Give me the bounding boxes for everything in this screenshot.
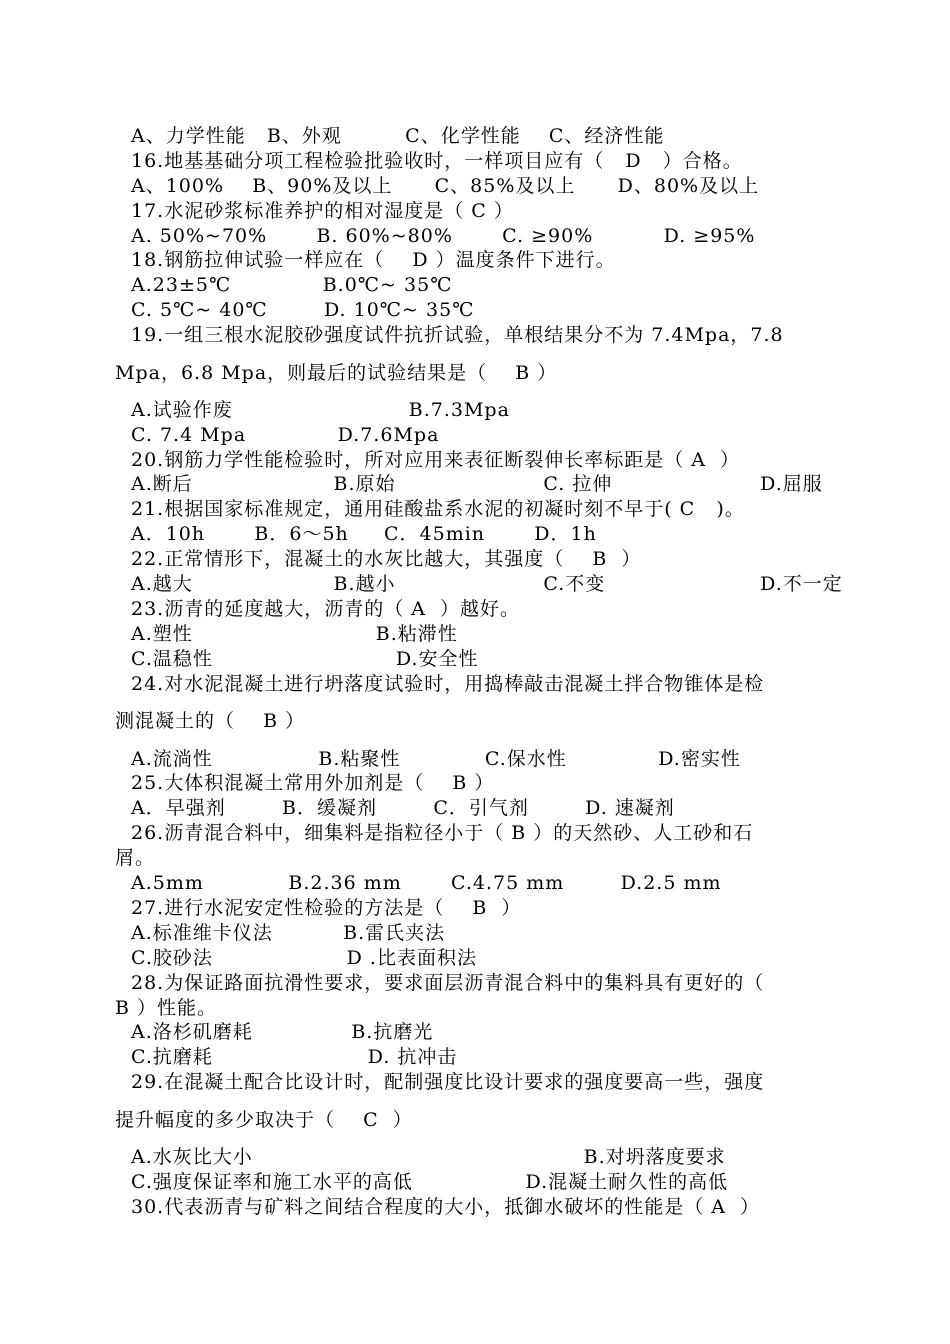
q25-question: 25.大体积混凝土常用外加剂是（ B ） xyxy=(131,772,495,794)
q19-options-1: A.试验作废 B.7.3Mpa xyxy=(131,399,510,421)
q18-question: 18.钢筋拉伸试验一样应在（ D ）温度条件下进行。 xyxy=(131,249,616,271)
q20-question: 20.钢筋力学性能检验时，所对应用来表征断裂伸长率标距是（ A ） xyxy=(131,449,741,471)
q25-options: A．早强剂 B．缓凝剂 C．引气剂 D. 速凝剂 xyxy=(131,797,675,819)
q29-options-2: C.强度保证率和施工水平的高低 D.混凝土耐久性的高低 xyxy=(131,1171,729,1193)
q21-question: 21.根据国家标准规定，通用硅酸盐系水泥的初凝时刻不早于( C )。 xyxy=(131,498,745,520)
q16-options: A、100% B、90%及以上 C、85%及以上 D、80%及以上 xyxy=(131,175,760,197)
q23-options-a: A.塑性 B.粘滞性 xyxy=(131,623,458,645)
q29-question-line1: 29.在混凝土配合比设计时，配制强度比设计要求的强度要高一些，强度 xyxy=(131,1071,765,1093)
q24-question-line1: 24.对水泥混凝土进行坍落度试验时，用捣棒敲击混凝土拌合物锥体是检 xyxy=(131,673,765,695)
q21-options: A．10h B．6～5h C．45min D．1h xyxy=(131,523,597,545)
q23-options-b: C.温稳性 D.安全性 xyxy=(131,648,479,670)
q28-question-line1: 28.为保证路面抗滑性要求，要求面层沥青混合料中的集料具有更好的（ xyxy=(131,972,765,994)
q24-question-line2: 测混凝土的（ B ） xyxy=(115,710,306,732)
q22-question: 22.正常情形下，混凝土的水灰比越大，其强度（ B ） xyxy=(131,548,642,570)
q30-question: 30.代表沥青与矿料之间结合程度的大小，抵御水破坏的性能是（ A ） xyxy=(131,1196,761,1218)
q28-options-1: A.洛杉矶磨耗 B.抗磨光 xyxy=(131,1021,434,1043)
q19-options-2: C. 7.4 Mpa D.7.6Mpa xyxy=(131,424,440,446)
q18-options-b: C. 5℃~ 40℃ D. 10℃~ 35℃ xyxy=(131,299,475,321)
q29-options-1: A.水灰比大小 B.对坍落度要求 xyxy=(131,1146,726,1168)
q26-options: A.5mm B.2.36 mm C.4.75 mm D.2.5 mm xyxy=(131,872,722,894)
q28-options-2: C.抗磨耗 D. 抗冲击 xyxy=(131,1046,458,1068)
q27-question: 27.进行水泥安定性检验的方法是（ B ） xyxy=(131,897,522,919)
q28-question-line2: B ）性能。 xyxy=(115,997,218,1019)
q27-options-b: C.胶砂法 D .比表面积法 xyxy=(131,947,477,969)
q19-question-line2: Mpa，6.8 Mpa，则最后的试验结果是（ B ） xyxy=(115,362,558,384)
q18-options-a: A.23±5℃ B.0℃~ 35℃ xyxy=(131,274,453,296)
q24-options: A.流淌性 B.粘聚性 C.保水性 D.密实性 xyxy=(131,748,741,770)
q19-question-line1: 19.一组三根水泥胶砂强度试件抗折试验，单根结果分不为 7.4Mpa，7.8 xyxy=(131,324,784,346)
q22-options: A.越大 B.越小 C.不变 D.不一定 xyxy=(131,573,843,595)
q27-options-a: A.标准维卡仪法 B.雷氏夹法 xyxy=(131,922,446,944)
q16-question: 16.地基基础分项工程检验批验收时，一样项目应有（ D ）合格。 xyxy=(131,150,743,172)
q29-question-line2: 提升幅度的多少取决于（ C ） xyxy=(115,1109,413,1131)
q15-options: A、力学性能 B、外观 C、化学性能 C、经济性能 xyxy=(131,125,665,147)
q26-question-line1: 26.沥青混合料中，细集料是指粒径小于（ B ）的天然砂、人工砂和石 xyxy=(131,822,754,844)
q17-question: 17.水泥砂浆标准养护的相对湿度是（ C ） xyxy=(131,200,514,222)
q26-question-line2: 屑。 xyxy=(115,847,156,869)
q17-options: A. 50%~70% B. 60%~80% C. ≥90% D. ≥95% xyxy=(131,225,756,247)
q20-options: A.断后 B.原始 C. 拉伸 D.屈服 xyxy=(131,473,823,495)
q23-question: 23.沥青的延度越大，沥青的（ A ）越好。 xyxy=(131,598,521,620)
